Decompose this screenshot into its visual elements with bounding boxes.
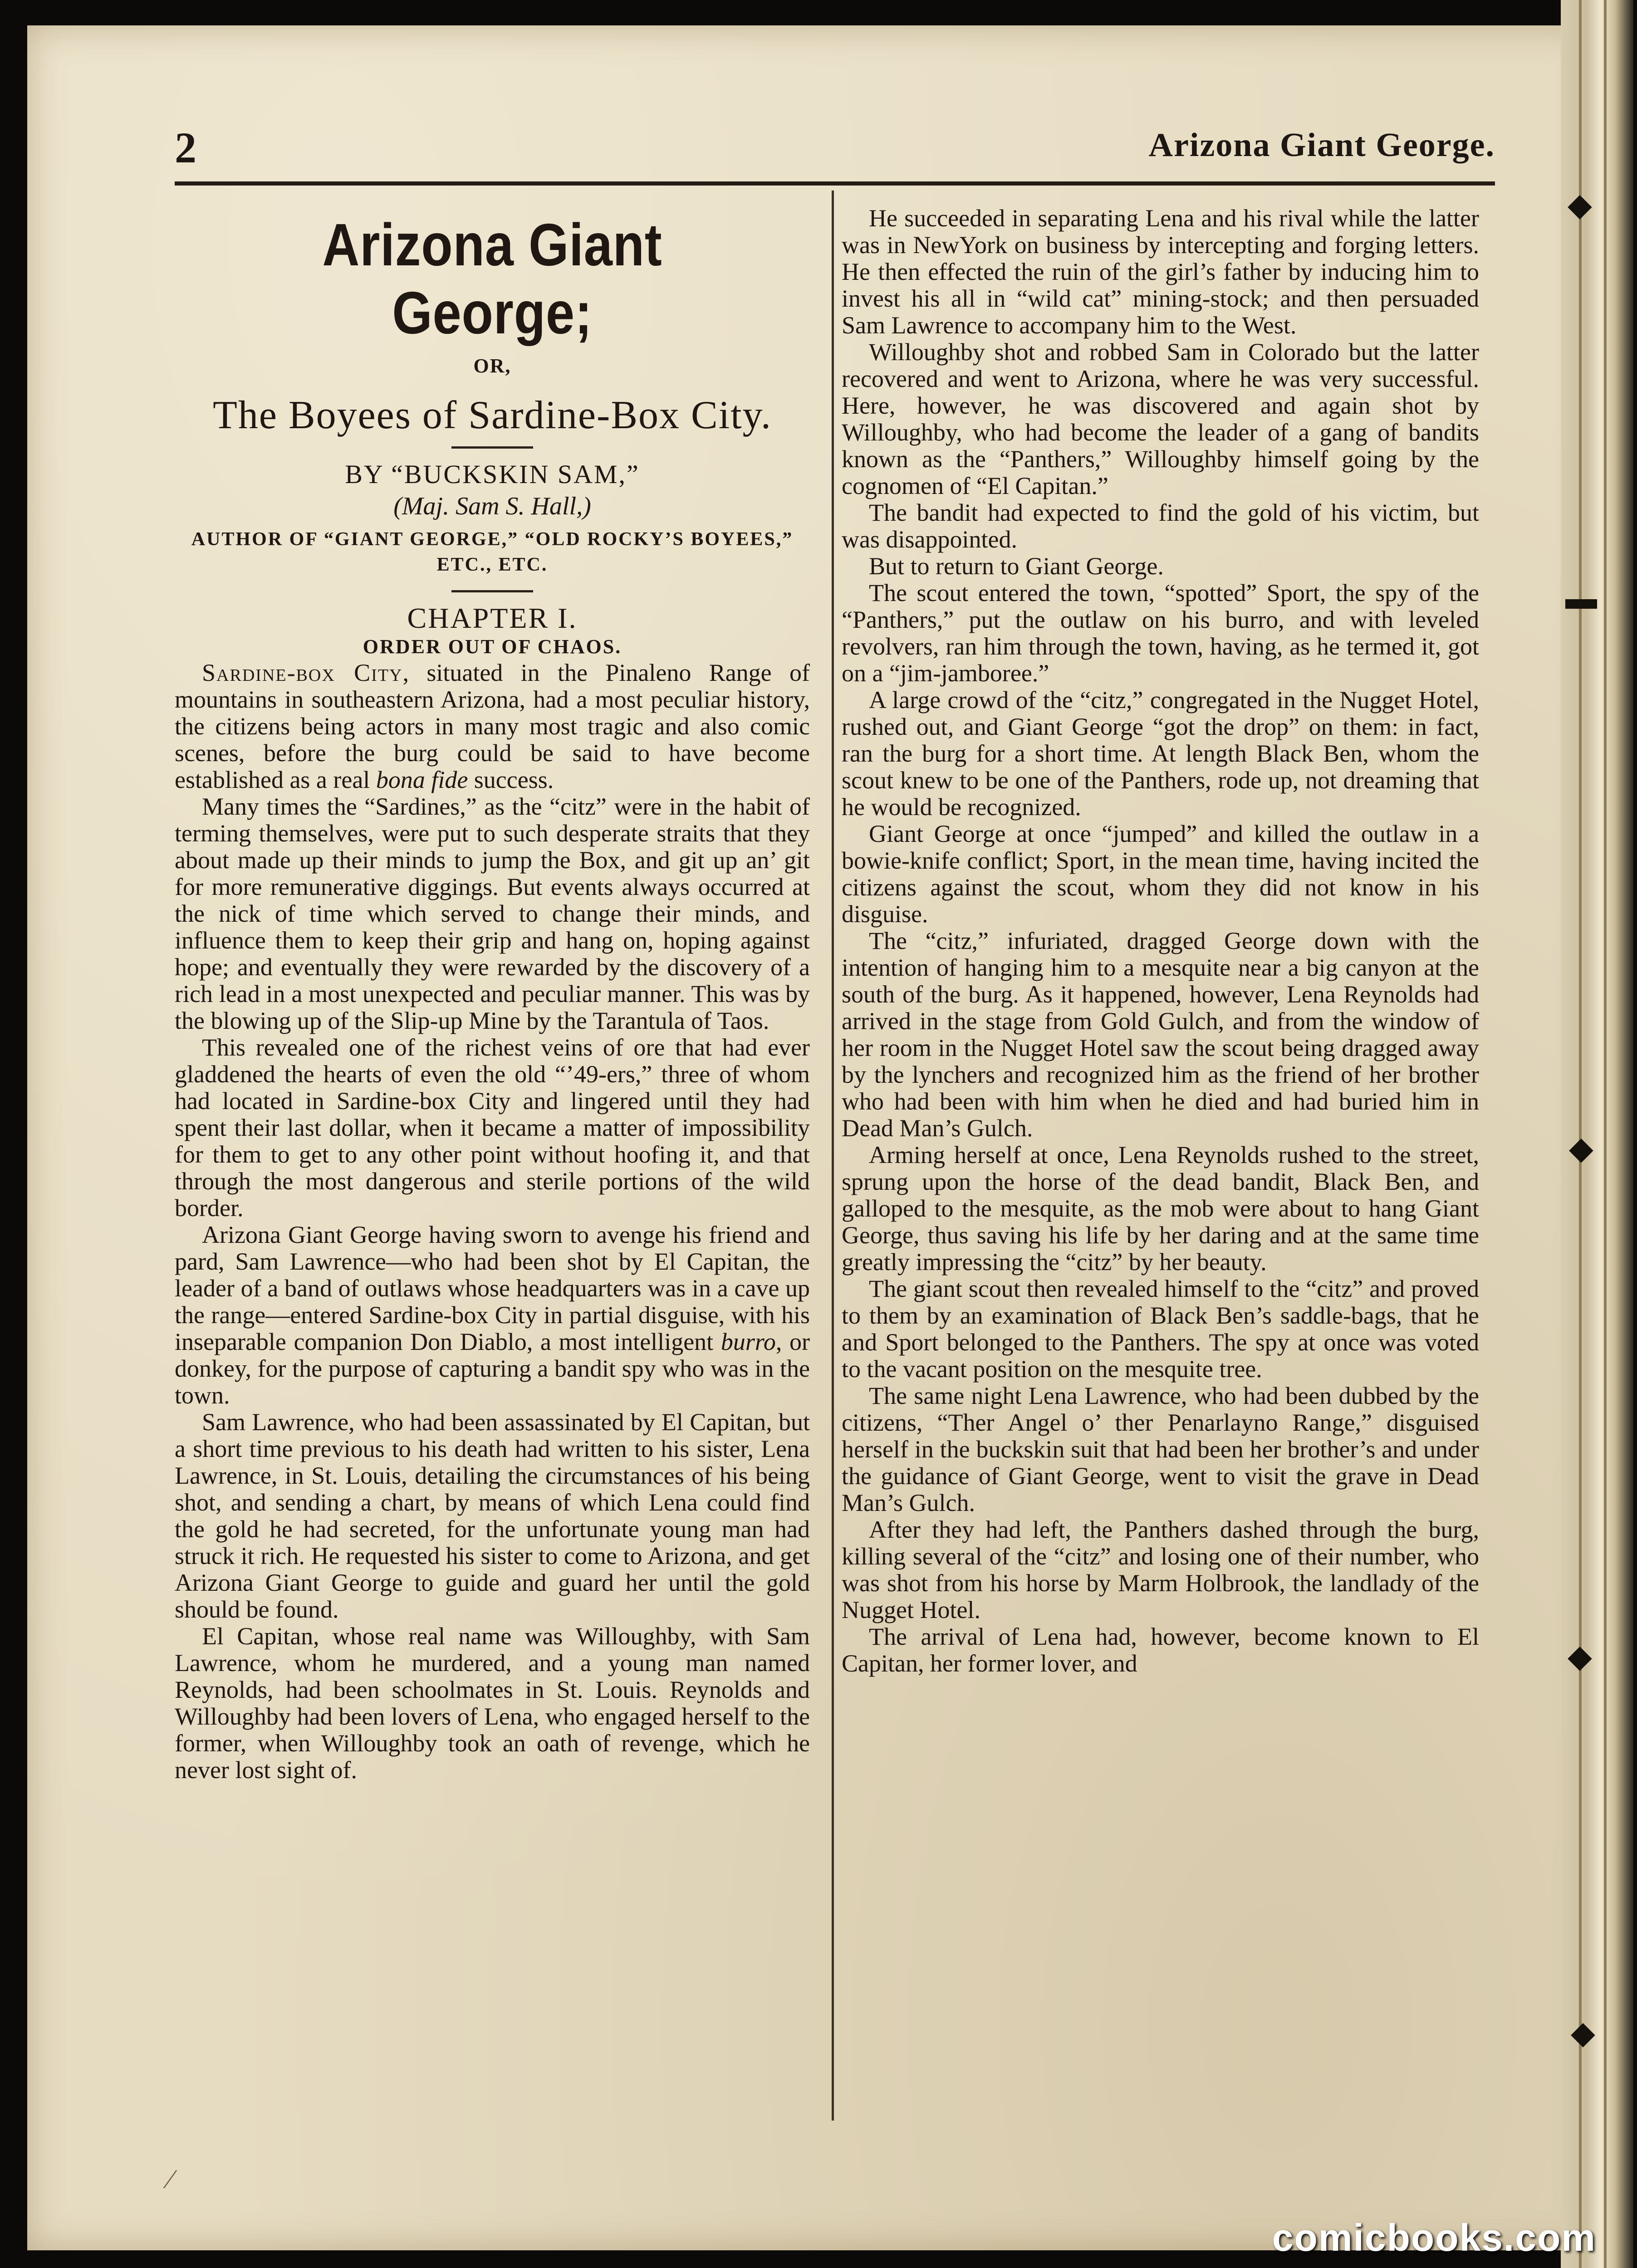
chapter-heading: CHAPTER I.	[407, 602, 578, 634]
chapter-title: ORDER OUT OF CHAOS.	[363, 635, 622, 658]
page-header	[175, 122, 1495, 177]
paragraph: The giant scout then revealed himself to the “citz” and proved to them by an examination of Black Ben’s saddle-bags, that he and Sport belonged to the Panthers. The spy at once was voted to the vacant position on the mesquite tree.	[842, 1275, 1479, 1383]
paragraph: Sam Lawrence, who had been assassinated by El Capitan, but a short time previous to his death had written to his sister, Lena Lawrence, in St. Louis, detailing the circumstances of his being shot, and sending a chart, by means of which Lena could find the gold he had secreted, for the unfortunate young man had struck it rich. He requested his sister to come to Arizona, and get Arizona Giant George to guide and guard her until the gold should be found.	[175, 1408, 810, 1623]
right-column	[842, 205, 1479, 1677]
title-rule	[451, 446, 533, 449]
paragraph: A large crowd of the “citz,” congregated in the Nugget Hotel, rushed out, and Giant George “got the drop” on them: in fact, ran the burg for a short time. At length Black Ben, whom the scout knew to be one of the Panthers, rode up, not dreaming that he would be recognized.	[842, 686, 1479, 821]
paragraph	[175, 660, 810, 793]
paragraph: The “citz,” infuriated, dragged George down with the intention of hanging him to a mesquite near a big canyon at the south of the burg. As it happened, however, Lena Reynolds had arrived in the stage from Gold Gulch, and from the window of her room in the Nugget Hotel saw the scout being dragged away by the lynchers and recognized him as the friend of her brother who had been with him when he died and had buried him in Dead Man’s Gulch.	[842, 927, 1479, 1142]
paragraph: He succeeded in separating Lena and his rival while the latter was in NewYork on business by intercepting and forging letters. He then effected the ruin of the girl’s father by inducing him to invest his all in “wild cat” mining-stock; and then persuaded Sam Lawrence to accompany him to the West.	[842, 205, 1479, 339]
paragraph: Willoughby shot and robbed Sam in Colorado but the latter recovered and went to Arizona, where he was very successful. Here, however, he was discovered and again shot by Willoughby, who had become the leader of a gang of bandits known as the “Panthers,” Willoughby himself going by the cognomen of “El Capitan.”	[842, 338, 1479, 499]
paragraph: Many times the “Sardines,” as the “citz” were in the habit of terming themselves, were put to such desperate straits that they about made up their minds to jump the Box, and git up an’ git for more remunerative diggings. But events always occurred at the nick of time which served to change their minds, and influence them to keep their grip and hang on, hoping against hope; and eventually they were rewarded by the discovery of a rich lead in a most unexpected and peculiar manner. This was by the blowing up of the Slip-up Mine by the Tarantula of Taos.	[175, 793, 810, 1034]
tack-mark: ▬	[1565, 581, 1597, 616]
paragraph: Arming herself at once, Lena Reynolds rushed to the street, sprung upon the horse of the dead bandit, Black Ben, and galloped to the mesquite, as the mob were about to hang Giant George, thus saving his life by her daring and at the same time greatly impressing the “citz” by her beauty.	[842, 1141, 1479, 1276]
italic-word: burro	[720, 1328, 776, 1355]
header-rule	[175, 181, 1495, 186]
paragraph-text: Arizona Giant George having sworn to avenge his friend and pard, Sam Lawrence—who had been shot by El Capitan, the leader of a band of outlaws whose headquarters was in a cave up the range—entered Sardine-box City in partial disguise, with his inseparable companion Don Diablo, a most intelligent	[175, 1221, 810, 1355]
column-divider	[832, 191, 834, 2121]
paragraph: But to return to Giant George.	[869, 552, 1164, 580]
author-name: (Maj. Sam S. Hall,)	[393, 492, 591, 520]
title-or: OR,	[473, 355, 511, 377]
paragraph: The scout entered the town, “spotted” Sport, the spy of the “Panthers,” put the outlaw on his burro, and with leveled revolvers, ran him through the town, having, as he termed it, got on a “jim-jamboree.”	[842, 579, 1479, 687]
running-head: Arizona Giant George.	[1148, 127, 1495, 164]
chapter-rule	[451, 590, 533, 592]
paragraph: El Capitan, whose real name was Willoughby, with Sam Lawrence, whom he murdered, and a young man named Reynolds, had been schoolmates in St. Louis. Reynolds and Willoughby had been lovers of Lena, who engaged herself to the former, when Willoughby took an oath of revenge, which he never lost sight of.	[175, 1623, 810, 1784]
pencil-mark: ⁄	[168, 2164, 173, 2194]
place-name-lead: Sardine-box City	[202, 659, 403, 686]
page-number: 2	[175, 123, 196, 172]
site-watermark: comicbooks.com	[1272, 2216, 1596, 2259]
tack-mark: ◆	[1571, 2016, 1595, 2051]
story-subtitle: The Boyees of Sardine-Box City.	[213, 393, 772, 437]
paragraph: Giant George at once “jumped” and killed the outlaw in a bowie-knife conflict; Sport, in the mean time, having incited the citizens against the scout, whom they did not know in his disguise.	[842, 820, 1479, 928]
tack-mark: ◆	[1568, 188, 1592, 223]
paragraph-text: , or donkey, for the purpose of capturing a bandit spy who was in the town.	[175, 1328, 810, 1409]
byline: BY “BUCKSKIN SAM,”	[345, 459, 640, 489]
tack-mark: ◆	[1569, 1131, 1593, 1166]
author-credits: AUTHOR OF “GIANT GEORGE,” “OLD ROCKY’S BOYEES,” ETC., ETC.	[191, 529, 794, 575]
paragraph: The bandit had expected to find the gold of his victim, but was disappointed.	[842, 499, 1479, 553]
tack-mark: ◆	[1568, 1639, 1592, 1674]
story-title: Arizona Giant George;	[322, 211, 662, 346]
paragraph: This revealed one of the richest veins of ore that had ever gladdened the hearts of even the old “’49-ers,” three of whom had located in Sardine-box City and lingered until they had spent their last dollar, when it became a matter of impossibility for them to get to any other point without hoofing it, and that through the most dangerous and sterile portions of the wild border.	[175, 1034, 810, 1222]
italic-phrase: bona fide	[376, 766, 468, 793]
paragraph: The same night Lena Lawrence, who had been dubbed by the citizens, “Ther Angel o’ ther Penarlayno Range,” disguised herself in the buckskin suit that had been her brother’s and under the guidance of Giant George, went to visit the grave in Dead Man’s Gulch.	[842, 1382, 1479, 1516]
page-edge-line	[1604, 0, 1607, 2268]
paragraph: After they had left, the Panthers dashed through the burg, killing several of the “citz” and losing one of their number, who was shot from his horse by Marm Holbrook, the landlady of the Nugget Hotel.	[842, 1516, 1479, 1623]
paragraph-text: success.	[468, 766, 554, 793]
paragraph	[175, 1222, 810, 1409]
paragraph: The arrival of Lena had, however, become known to El Capitan, her former lover, and	[842, 1623, 1479, 1677]
left-column	[175, 206, 810, 1784]
paragraph-text: , situated in the Pinaleno Range of mountains in southeastern Arizona, had a most peculiar history, the citizens being actors in many most tragic and also comic scenes, before the burg could be said to have become established as a real	[175, 659, 810, 793]
